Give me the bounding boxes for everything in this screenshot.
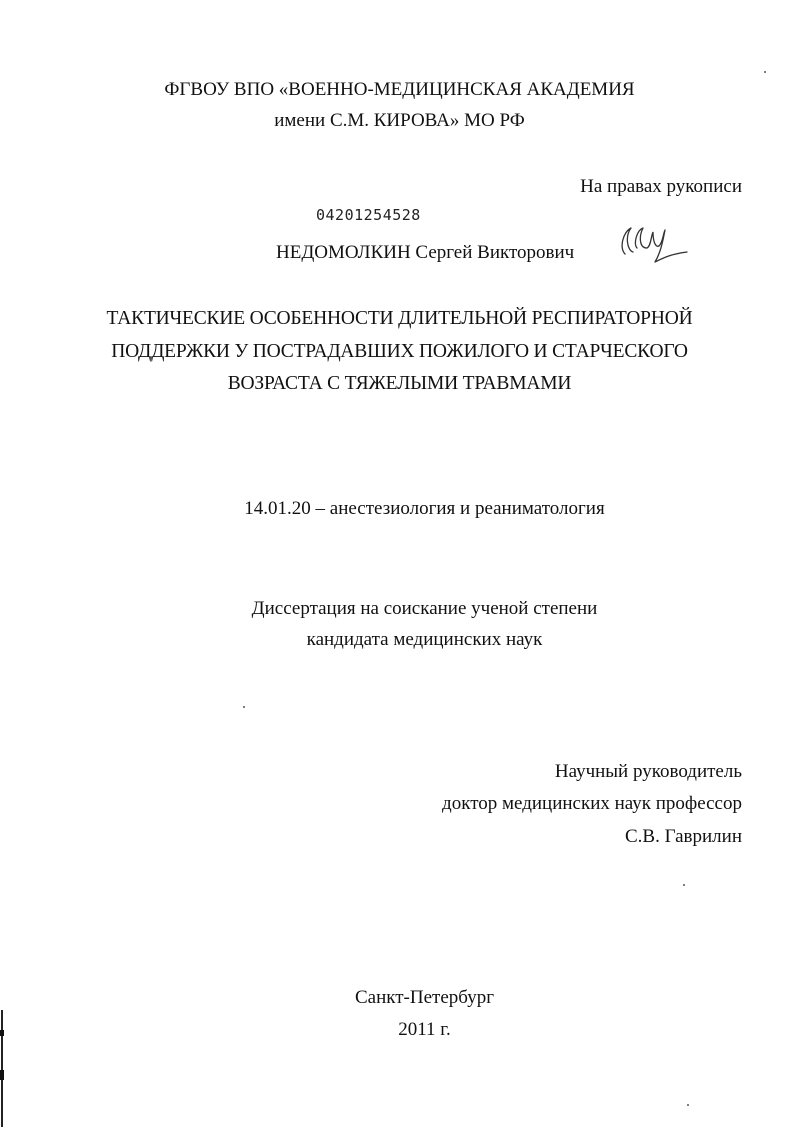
supervisor-label: Научный руководитель — [554, 761, 742, 782]
rights-notice: На правах рукописи — [580, 176, 742, 197]
thesis-title-line-3: ВОЗРАСТА С ТЯЖЕЛЫМИ ТРАВМАМИ — [227, 373, 572, 394]
organization-line-1: ФГВОУ ВПО «ВОЕННО-МЕДИЦИНСКАЯ АКАДЕМИЯ — [164, 79, 635, 100]
organization-line-2: имени С.М. КИРОВА» МО РФ — [274, 110, 525, 131]
signature-icon — [615, 218, 695, 268]
author-name: НЕДОМОЛКИН Сергей Викторович — [276, 242, 575, 263]
city: Санкт-Петербург — [354, 987, 494, 1008]
supervisor-name: С.В. Гаврилин — [625, 826, 742, 847]
scan-speck — [243, 706, 245, 708]
thesis-title-line-1: ТАКТИЧЕСКИЕ ОСОБЕННОСТИ ДЛИТЕЛЬНОЙ РЕСПИРАТОРНОЙ — [106, 308, 693, 329]
degree-line-2: кандидата медицинских наук — [306, 629, 543, 650]
scan-speck — [687, 1104, 689, 1106]
scan-speck — [764, 71, 766, 73]
year: 2011 г. — [398, 1019, 451, 1040]
catalog-number-stamp: 04201254528 — [316, 206, 421, 224]
scan-edge-mark — [0, 1010, 5, 1127]
degree-line-1: Диссертация на соискание ученой степени — [251, 598, 598, 619]
specialty-code: 14.01.20 – анестезиология и реаниматология — [244, 498, 605, 519]
supervisor-rank: доктор медицинских наук профессор — [442, 793, 742, 814]
thesis-title-line-2: ПОДДЕРЖКИ У ПОСТРАДАВШИХ ПОЖИЛОГО И СТАРЧЕСКОГО — [111, 341, 688, 362]
scan-speck — [683, 884, 685, 886]
